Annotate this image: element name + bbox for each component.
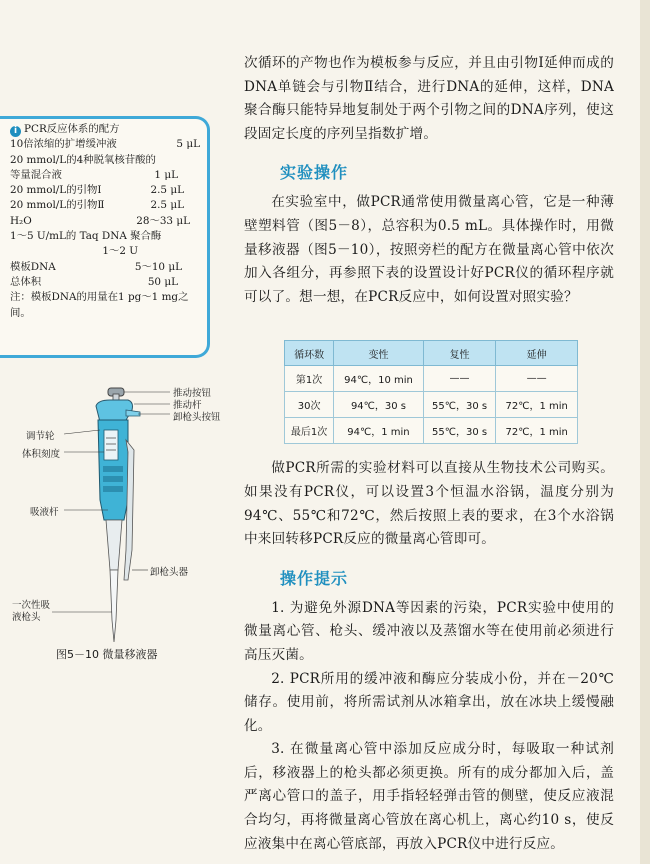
- experiment-paragraph-2: 做PCR所需的实验材料可以直接从生物技术公司购买。如果没有PCR仪，可以设置3个恒温水浴锅，温度分别为94℃、55℃和72℃，然后按照上表的要求，在3个水浴锅中来回转移PCR反应的微量离心管即可。: [244, 460, 614, 548]
- tip-2: 2. PCR所用的缓冲液和酶应分装成小份，并在－20℃储存。使用前，将所需试剂从冰箱拿出，放在冰块上缓慢融化。: [244, 670, 614, 734]
- intro-paragraph: 次循环的产物也作为模板参与反应，并且由引物Ⅰ延伸而成的DNA单链会与引物Ⅱ结合，进行DNA的延伸，这样，DNA聚合酶只能特异地复制处于两个引物之间的DNA序列，使这段固定长度的序列呈指数扩增。: [244, 55, 614, 142]
- sidebar-note: 注：模板DNA的用量在1 pg～1 mg之间。: [10, 291, 189, 319]
- label-volume-scale: 体积刻度: [22, 449, 61, 460]
- label-push-button: 推动按钮: [173, 388, 212, 399]
- tip-3: 3. 在微量离心管中添加反应成分时，每吸取一种试剂后，移液器上的枪头都必须更换。所有的成分都加入后，盖严离心管口的盖子，用手指轻轻弹击管的侧壁，使反应液混合均匀，再将微量离心管放在离心机上，离心约10 s，使反应液集中在离心管底部，再放入PCR仪中进行反应。: [244, 741, 614, 852]
- table-header: 变性: [334, 341, 424, 366]
- table-row: 30次 94℃，30 s 55℃，30 s 72℃，1 min: [285, 392, 578, 418]
- label-tip-eject-button: 卸枪头按钮: [173, 412, 221, 423]
- formula-row: 模板DNA 5～10 μL: [10, 260, 182, 273]
- section-title-experiment: 实验操作: [280, 163, 349, 183]
- label-tip-ejector: 卸枪头器: [150, 567, 189, 578]
- label-push-rod: 推动杆: [173, 400, 202, 411]
- formula-row: 20 mmol/L的引物Ⅰ 2.5 μL: [10, 184, 184, 197]
- sidebar-title-row: [10, 122, 200, 137]
- label-suction-rod: 吸液杆: [30, 507, 59, 518]
- formula-row: H₂O 28～33 μL: [10, 214, 190, 227]
- table-row: 第1次 94℃，10 min —— ——: [285, 366, 578, 392]
- tip-1: 1. 为避免外源DNA等因素的污染，PCR实验中使用的微量离心管、枪头、缓冲液以及蒸馏水等在使用前必须进行高压灭菌。: [244, 599, 614, 663]
- figure-caption: 图5－10 微量移液器: [56, 648, 158, 661]
- formula-row: 1～2 U: [102, 245, 138, 258]
- section-title-tips: 操作提示: [280, 568, 349, 588]
- pcr-cycle-table: [284, 340, 578, 444]
- formula-row: 20 mmol/L的4种脱氧核苷酸的: [10, 153, 156, 166]
- formula-row: 总体积 50 μL: [10, 275, 178, 288]
- sidebar-title: PCR反应体系的配方: [24, 123, 120, 135]
- info-icon: i: [10, 126, 21, 137]
- main-column: [244, 52, 614, 856]
- table-header: 循环数: [285, 341, 334, 366]
- formula-row: 等量混合液 1 μL: [10, 168, 178, 181]
- formula-row: 1～5 U/mL的 Taq DNA 聚合酶: [10, 230, 162, 243]
- table-row: 最后1次 94℃，1 min 55℃，30 s 72℃，1 min: [285, 418, 578, 444]
- label-disposable-tip: 一次性吸液枪头: [12, 600, 51, 623]
- formula-sidebar: [0, 116, 210, 358]
- table-header: 延伸: [496, 341, 578, 366]
- table-header: 复性: [423, 341, 496, 366]
- formula-row: 20 mmol/L的引物Ⅱ 2.5 μL: [10, 199, 184, 212]
- label-adjust-wheel: 调节轮: [26, 431, 55, 442]
- experiment-paragraph-1: 在实验室中，做PCR通常使用微量离心管，它是一种薄壁塑料管（图5－8），总容积为0.5 mL。具体操作时，用微量移液器（图5－10），按照旁栏的配方在微量离心管中依次加入各组分，再参照下表的设置设计好PCR仪的循环程序就可以了。想一想，在PCR反应中，如何设置对照实验？: [244, 194, 614, 305]
- page-edge: [640, 0, 650, 864]
- formula-row: 10倍浓缩的扩增缓冲液 5 μL: [10, 138, 200, 151]
- table-header-row: [285, 341, 578, 366]
